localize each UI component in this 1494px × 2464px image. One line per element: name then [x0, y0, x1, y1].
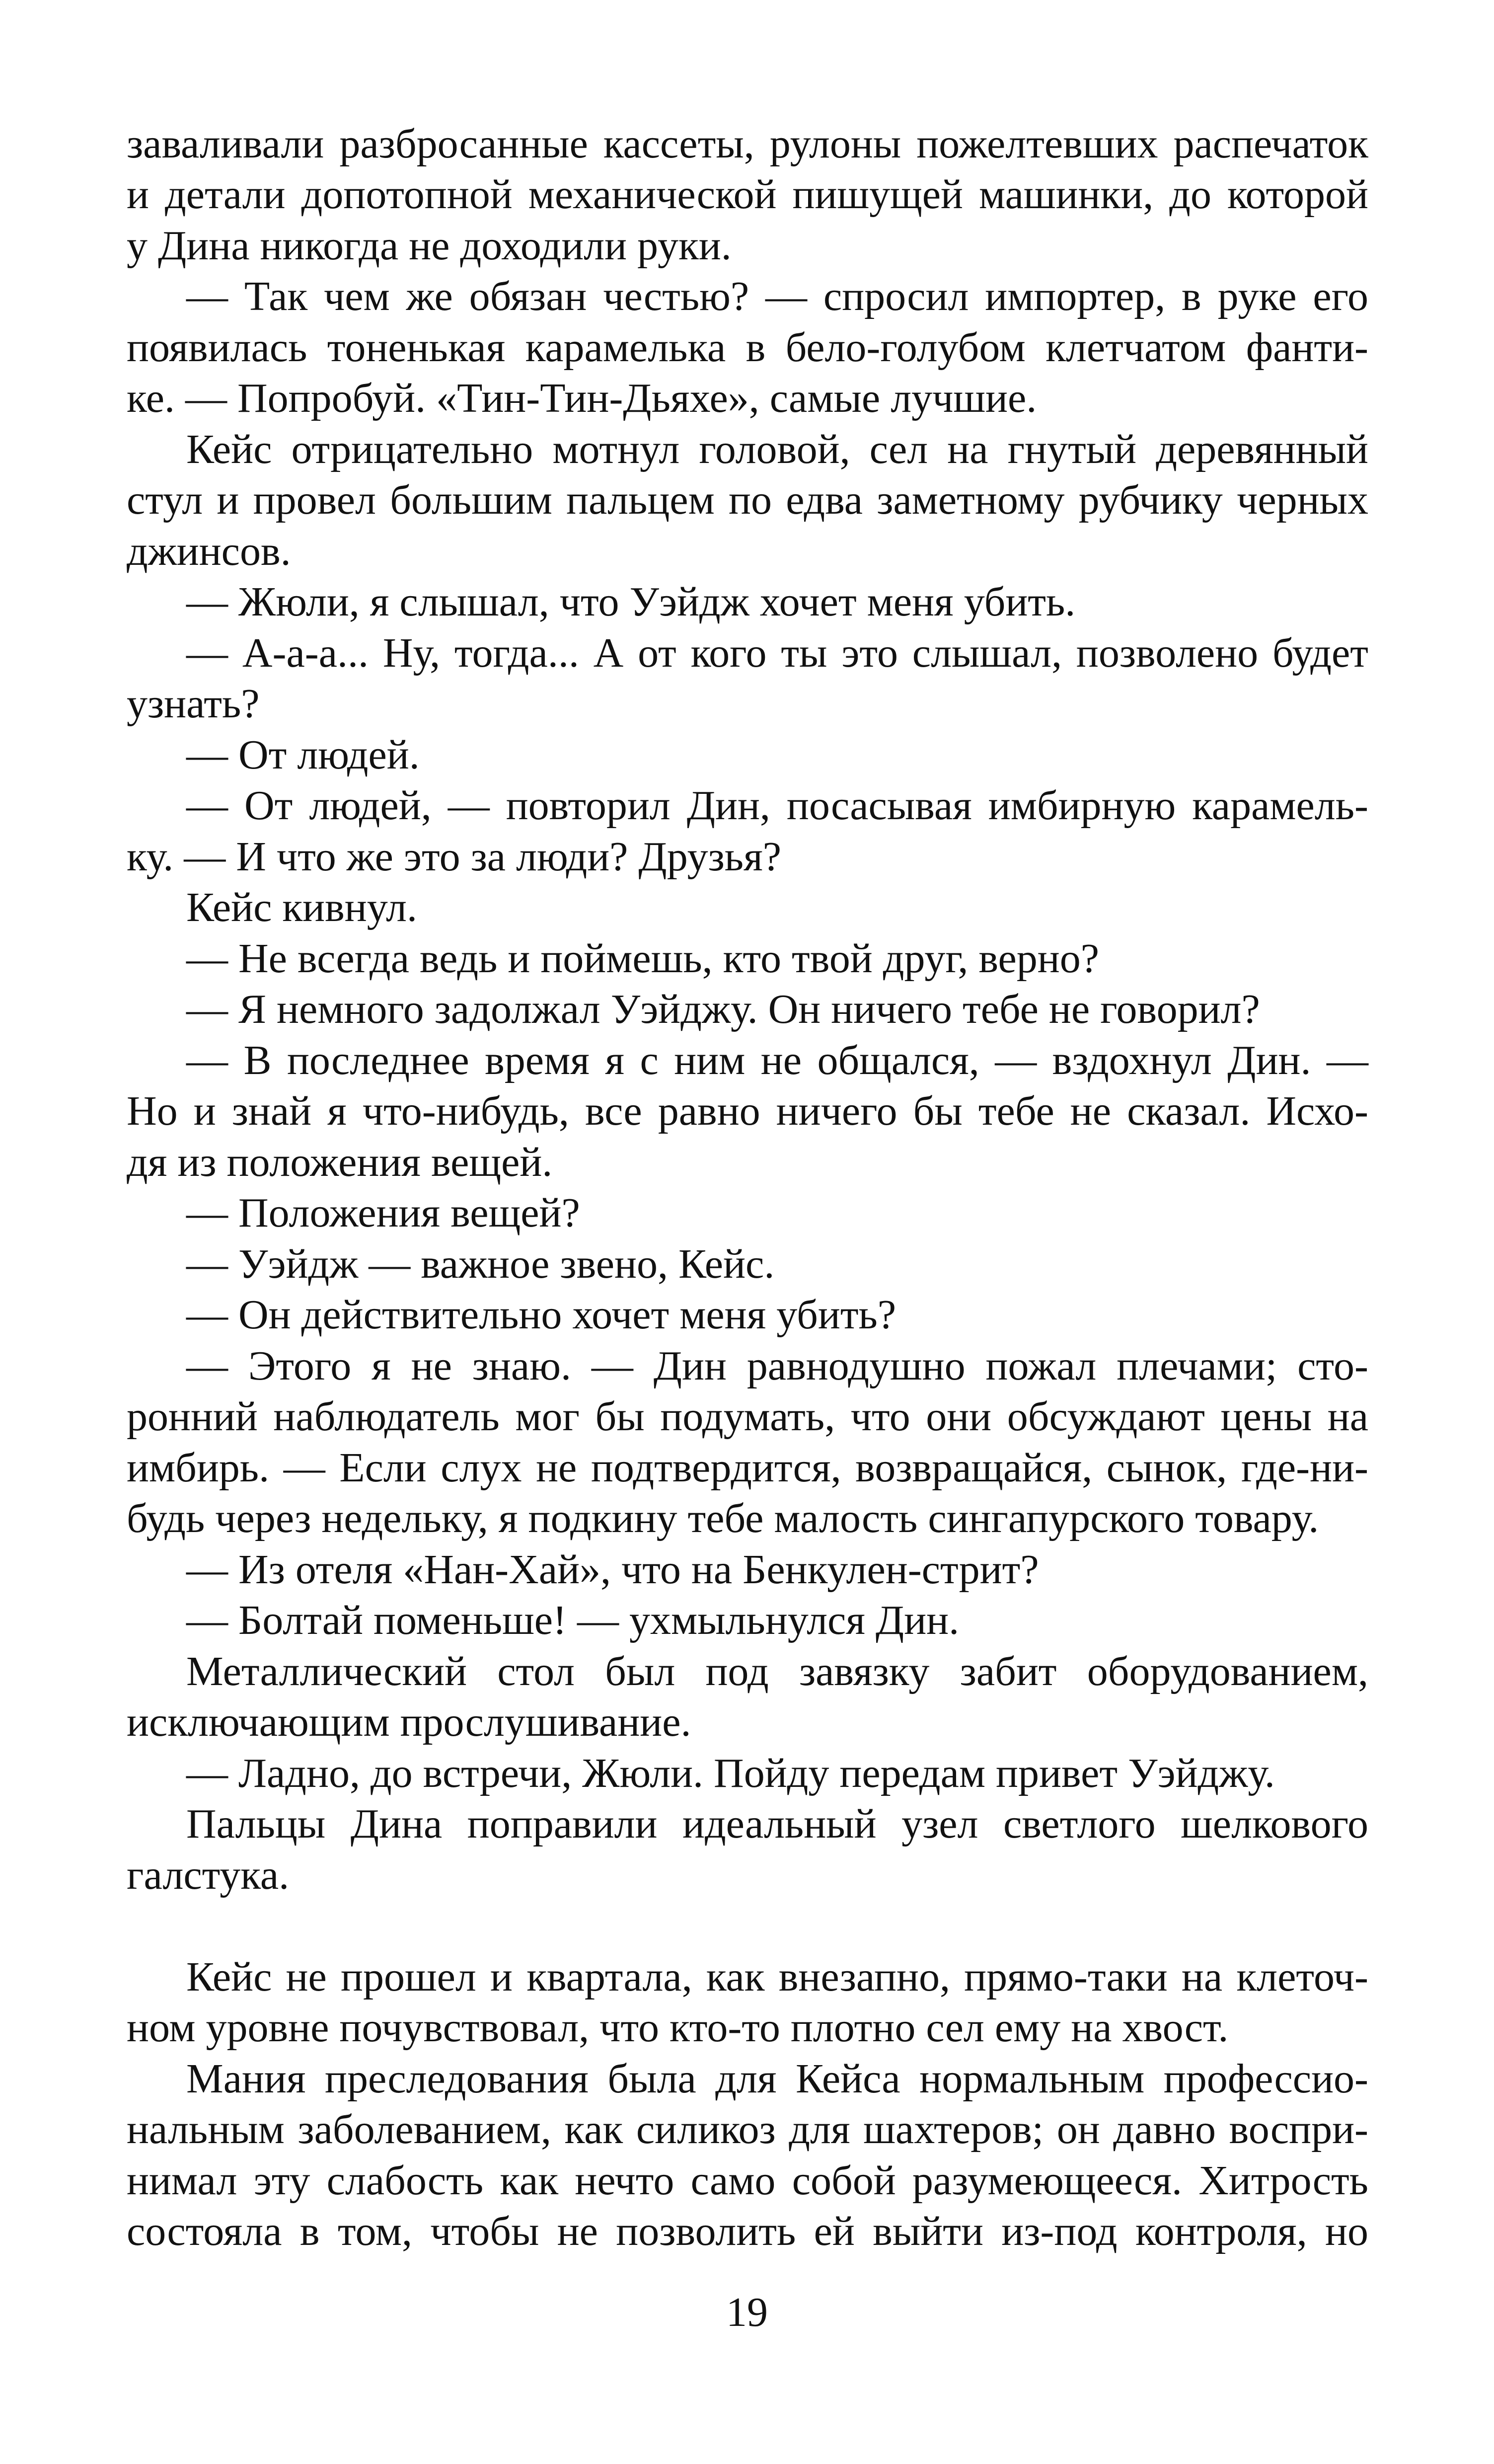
text-line: — А-а-а... Ну, тогда... А от кого ты это слышал, позволено будет: [186, 630, 1368, 676]
text-line: — Он действительно хочет меня убить?: [186, 1292, 896, 1338]
text-line: Кейс кивнул.: [186, 884, 417, 930]
text-line: — От людей, — повторил Дин, посасывая имбирную карамель-: [186, 782, 1368, 829]
text-line: Кейс отрицательно мотнул головой, сел на гнутый деревянный: [186, 426, 1368, 472]
text-line: галстука.: [127, 1852, 290, 1898]
text-line: Пальцы Дина поправили идеальный узел светлого шелкового: [186, 1801, 1368, 1847]
text-line: — Не всегда ведь и поймешь, кто твой друг, верно?: [186, 935, 1100, 982]
text-line: Но и знай я что-нибудь, все равно ничего бы тебе не сказал. Исхо-: [127, 1088, 1368, 1134]
text-line: нимал эту слабость как нечто само собой разумеющееся. Хитрость: [127, 2157, 1368, 2204]
text-line: джинсов.: [127, 528, 291, 574]
text-line: заваливали разбросанные кассеты, рулоны пожелтевших распечаток: [127, 121, 1368, 167]
text-line: имбирь. — Если слух не подтвердится, возвращайся, сынок, где-ни-: [127, 1445, 1368, 1491]
text-line: — Положения вещей?: [186, 1190, 580, 1236]
text-line: — Этого я не знаю. — Дин равнодушно пожал плечами; сто-: [186, 1343, 1368, 1389]
text-line: узнать?: [127, 681, 260, 727]
text-line: у Дина никогда не доходили руки.: [127, 223, 732, 269]
text-line: исключающим прослушивание.: [127, 1699, 691, 1745]
text-line: Металлический стол был под завязку забит оборудованием,: [186, 1648, 1368, 1694]
text-line: — Ладно, до встречи, Жюли. Пойду передам привет Уэйджу.: [186, 1750, 1275, 1796]
text-line: ронний наблюдатель мог бы подумать, что они обсуждают цены на: [127, 1393, 1368, 1440]
text-line: — Из отеля «Нан-Хай», что на Бенкулен-стрит?: [186, 1546, 1039, 1593]
text-line: — Болтай поменьше! — ухмыльнулся Дин.: [186, 1597, 960, 1643]
text-line: — Жюли, я слышал, что Уэйдж хочет меня убить.: [186, 579, 1076, 625]
text-line: появилась тоненькая карамелька в бело-голубом клетчатом фанти-: [127, 324, 1368, 371]
text-line: ном уровне почувствовал, что кто-то плотно сел ему на хвост.: [127, 2004, 1229, 2051]
text-line: стул и провел большим пальцем по едва заметному рубчику черных: [127, 477, 1368, 523]
text-line: — Уэйдж — важное звено, Кейс.: [186, 1241, 775, 1287]
text-line: — Я немного задолжал Уэйджу. Он ничего тебе не говорил?: [186, 986, 1260, 1032]
text-line: — В последнее время я с ним не общался, — вздохнул Дин. —: [186, 1037, 1368, 1083]
text-line: и детали допотопной механической пишущей машинки, до которой: [127, 171, 1368, 218]
text-line: ку. — И что же это за люди? Друзья?: [127, 834, 782, 880]
text-line: Кейс не прошел и квартала, как внезапно, прямо-таки на клеточ-: [186, 1954, 1368, 2000]
text-line: ке. — Попробуй. «Тин-Тин-Дьяхе», самые лучшие.: [127, 375, 1037, 421]
text-line: — От людей.: [186, 732, 420, 778]
text-line: Мания преследования была для Кейса нормальным профессио-: [186, 2056, 1368, 2102]
text-line: дя из положения вещей.: [127, 1139, 553, 1185]
text-line: будь через недельку, я подкину тебе малость сингапурского товару.: [127, 1495, 1319, 1541]
text-line: нальным заболеванием, как силикоз для шахтеров; он давно воспри-: [127, 2106, 1368, 2153]
text-line: — Так чем же обязан честью? — спросил импортер, в руке его: [186, 273, 1368, 319]
text-line: состояла в том, чтобы не позволить ей выйти из-под контроля, но: [127, 2208, 1368, 2254]
page-number: 19: [726, 2289, 768, 2335]
